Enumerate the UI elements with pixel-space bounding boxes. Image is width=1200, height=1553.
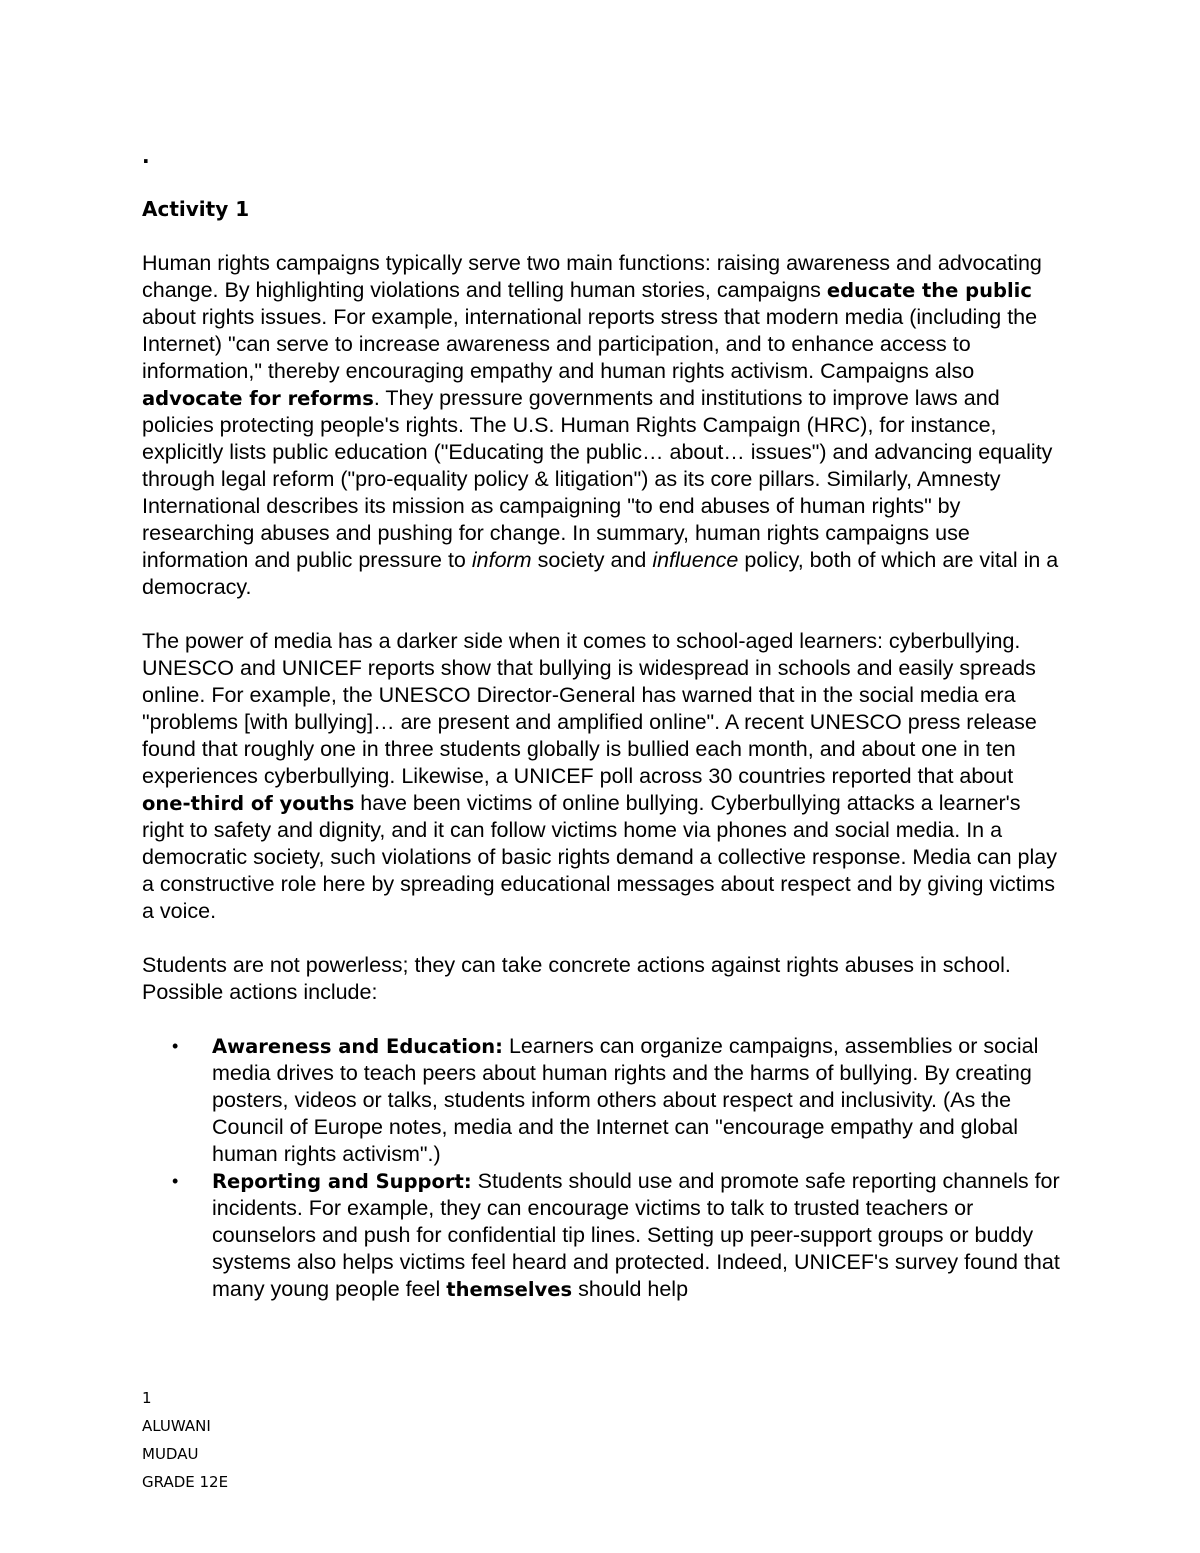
p1-italic-influence: influence [652, 548, 739, 572]
p1-text-2: about rights issues. For example, international reports stress that modern media (including the Internet) "can serve to increase awareness and participation, and to enhance access to information," thereby encouraging empathy and human rights activism. Campaigns also [142, 305, 1038, 383]
paragraph-actions-intro: Students are not powerless; they can take concrete actions against rights abuses in school. Possible actions include: [142, 953, 1011, 1004]
p1-bold-advocate: advocate for reforms [142, 387, 374, 410]
list-item-bold-themselves: themselves [446, 1278, 573, 1301]
list-item-text-tail: should help [572, 1277, 689, 1301]
list-item-text: Students should use and promote safe reporting channels for incidents. For example, they can encourage victims to talk to trusted teachers or counselors and push for confidential tip lines. Setting up peer-support groups or buddy systems also helps victims feel heard and protected. Indeed, UNICEF's survey found that many young people feel [212, 1169, 1060, 1301]
bullet-icon: • [172, 1171, 179, 1191]
page-footer [142, 1384, 228, 1496]
list-item-text: Learners can organize campaigns, assemblies or social media drives to teach peers about human rights and the harms of bullying. By creating posters, videos or talks, students inform others about respect and inclusivity. (As the Council of Europe notes, media and the Internet can "encourage empathy and global human rights activism".) [212, 1034, 1039, 1166]
list-item-lead: Awareness and Education: [212, 1035, 503, 1058]
p2-text-1: The power of media has a darker side when it comes to school-aged learners: cyberbullying. UNESCO and UNICEF reports show that bullying is widespread in schools and easily spreads online. For example, the UNESCO Director-General has warned that in the social media era "problems [with bullying]… are present and amplified online". A recent UNESCO press release found that roughly one in three students globally is bullied each month, and about one in ten experiences cyberbullying. Likewise, a UNICEF poll across 30 countries reported that about [142, 629, 1037, 788]
page-number: 1 [142, 1389, 152, 1407]
author-last-name: MUDAU [142, 1445, 199, 1463]
actions-list [142, 1033, 1067, 1303]
list-item-awareness [142, 1033, 1067, 1168]
p1-text-5: policy, both of which are vital in a democracy. [142, 548, 1059, 599]
author-first-name: ALUWANI [142, 1417, 211, 1435]
p1-text-1: Human rights campaigns typically serve two main functions: raising awareness and advocating change. By highlighting violations and telling human stories, campaigns [142, 251, 1042, 302]
paragraph-campaigns [142, 250, 1067, 601]
list-item-lead: Reporting and Support: [212, 1170, 472, 1193]
top-mark: . [142, 144, 150, 168]
p2-bold-one-third: one-third of youths [142, 792, 355, 815]
document-body [142, 143, 1067, 1303]
paragraph-cyberbullying [142, 628, 1067, 925]
activity-heading: Activity 1 [142, 197, 250, 221]
bullet-icon: • [172, 1036, 179, 1056]
p1-text-3: . They pressure governments and institutions to improve laws and policies protecting people's rights. The U.S. Human Rights Campaign (HRC), for instance, explicitly lists public education ("Educating the public… about… issues") and advancing equality through legal reform ("pro-equality policy & litigation") as its core pillars. Similarly, Amnesty International describes its mission as campaigning "to end abuses of human rights" by researching abuses and pushing for change. In summary, human rights campaigns use information and public pressure to [142, 386, 1053, 572]
p1-text-4: society and [531, 548, 653, 572]
author-grade: GRADE 12E [142, 1473, 229, 1491]
p2-text-2: have been victims of online bullying. Cyberbullying attacks a learner's right to safety and dignity, and it can follow victims home via phones and social media. In a democratic society, such violations of basic rights demand a collective response. Media can play a constructive role here by spreading educational messages about respect and by giving victims a voice. [142, 791, 1057, 923]
p1-bold-educate: educate the public [826, 279, 1032, 302]
p1-italic-inform: inform [471, 548, 532, 572]
list-item-reporting [142, 1168, 1067, 1303]
